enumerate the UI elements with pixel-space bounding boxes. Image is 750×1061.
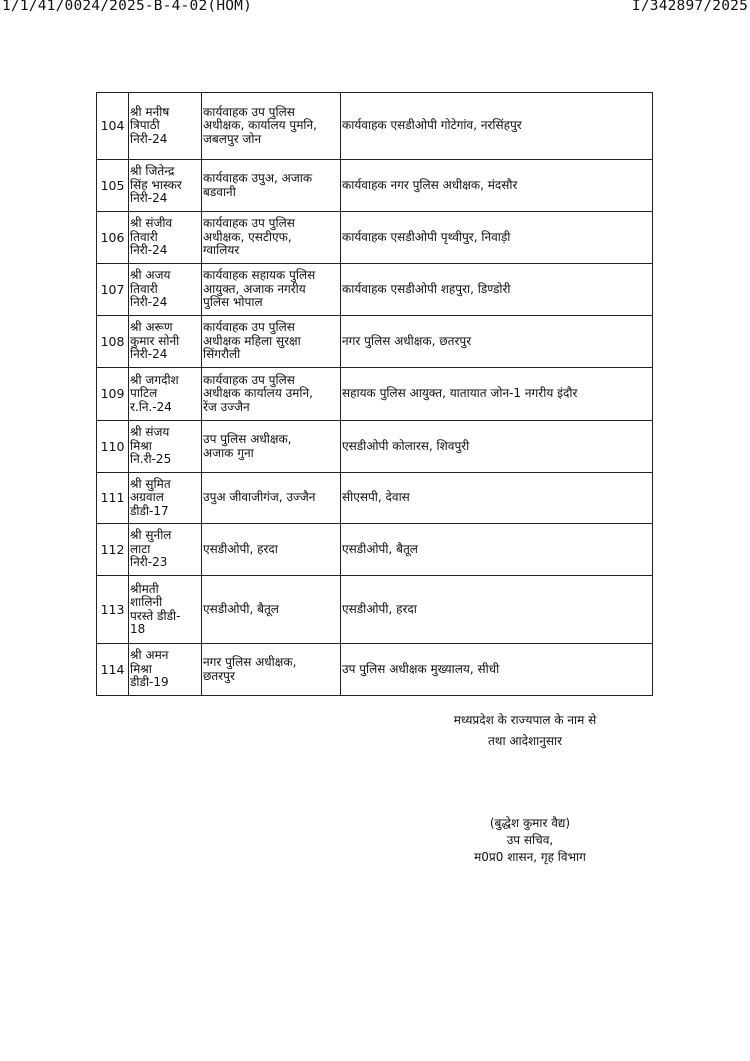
current-posting-cell: कार्यवाहक उपुअ, अजाक बडवानी <box>202 160 341 212</box>
new-posting-cell: एसडीओपी, बैतूल <box>341 524 653 576</box>
serial-number-cell: 106 <box>97 212 129 264</box>
current-posting-cell: एसडीओपी, हरदा <box>202 524 341 576</box>
table-row <box>97 160 653 212</box>
current-posting-cell: कार्यवाहक उप पुलिस अधीक्षक, कार्यालय पुमनि, जबलपुर जोन <box>202 93 341 160</box>
serial-number-cell: 105 <box>97 160 129 212</box>
officer-name-cell: श्री संजीव तिवारी निरी-24 <box>129 212 202 264</box>
new-posting-cell: कार्यवाहक एसडीओपी शहपुरा, डिण्डोरी <box>341 264 653 316</box>
serial-number-cell: 113 <box>97 576 129 644</box>
serial-number-cell: 114 <box>97 644 129 696</box>
serial-number-cell: 109 <box>97 368 129 421</box>
new-posting-cell: कार्यवाहक एसडीओपी पृथ्वीपुर, निवाड़ी <box>341 212 653 264</box>
new-posting-cell: कार्यवाहक नगर पुलिस अधीक्षक, मंदसौर <box>341 160 653 212</box>
current-posting-cell: उप पुलिस अधीक्षक, अजाक गुना <box>202 421 341 473</box>
current-posting-cell: कार्यवाहक उप पुलिस अधीक्षक महिला सुरक्षा सिंगरौली <box>202 316 341 368</box>
transfer-table <box>96 92 653 696</box>
serial-number-cell: 107 <box>97 264 129 316</box>
table-row <box>97 212 653 264</box>
table-row <box>97 368 653 421</box>
officer-name-cell: श्री सुमित अग्रवाल डीडी-17 <box>129 473 202 524</box>
officer-name-cell: श्री जगदीश पाटिल र.नि.-24 <box>129 368 202 421</box>
order-authority-line: मध्यप्रदेश के राज्यपाल के नाम से तथा आदेशानुसार <box>453 713 597 748</box>
current-posting-cell: कार्यवाहक उप पुलिस अधीक्षक कार्यालय उमनि, रेंज उज्जैन <box>202 368 341 421</box>
new-posting-cell: नगर पुलिस अधीक्षक, छतरपुर <box>341 316 653 368</box>
table-row <box>97 93 653 160</box>
officer-name-cell: श्री संजय मिश्रा नि.री-25 <box>129 421 202 473</box>
current-posting-cell: कार्यवाहक सहायक पुलिस आयुक्त, अजाक नगरीय पुलिस भोपाल <box>202 264 341 316</box>
new-posting-cell: सहायक पुलिस आयुक्त, यातायात जोन-1 नगरीय इंदौर <box>341 368 653 421</box>
serial-number-cell: 112 <box>97 524 129 576</box>
signatory-block: (बुद्धेश कुमार वैद्य) उप सचिव, म0प्र0 शासन, गृह विभाग <box>474 816 586 864</box>
officer-name-cell: श्री अजय तिवारी निरी-24 <box>129 264 202 316</box>
serial-number-cell: 110 <box>97 421 129 473</box>
officer-name-cell: श्रीमती शालिनी परस्ते डीडी- 18 <box>129 576 202 644</box>
table-row <box>97 576 653 644</box>
current-posting-cell: उपुअ जीवाजीगंज, उज्जैन <box>202 473 341 524</box>
new-posting-cell: एसडीओपी कोलारस, शिवपुरी <box>341 421 653 473</box>
table-row <box>97 524 653 576</box>
serial-number-cell: 108 <box>97 316 129 368</box>
current-posting-cell: नगर पुलिस अधीक्षक, छतरपुर <box>202 644 341 696</box>
officer-name-cell: श्री अरूण कुमार सोनी निरी-24 <box>129 316 202 368</box>
table-row <box>97 473 653 524</box>
officer-name-cell: श्री सुनील लाटा निरी-23 <box>129 524 202 576</box>
new-posting-cell: कार्यवाहक एसडीओपी गोटेगांव, नरसिंहपुर <box>341 93 653 160</box>
serial-number-cell: 111 <box>97 473 129 524</box>
table-row <box>97 644 653 696</box>
file-number: 1/1/41/0024/2025-B-4-02(HOM) <box>2 0 253 14</box>
transfer-table-body <box>97 93 653 696</box>
current-posting-cell: कार्यवाहक उप पुलिस अधीक्षक, एसटीएफ, ग्वालियर <box>202 212 341 264</box>
officer-name-cell: श्री अमन मिश्रा डीडी-19 <box>129 644 202 696</box>
new-posting-cell: सीएसपी, देवास <box>341 473 653 524</box>
new-posting-cell: एसडीओपी, हरदा <box>341 576 653 644</box>
table-row <box>97 421 653 473</box>
officer-name-cell: श्री जितेन्द्र सिंह भास्कर निरी-24 <box>129 160 202 212</box>
table-row <box>97 264 653 316</box>
new-posting-cell: उप पुलिस अधीक्षक मुख्यालय, सीधी <box>341 644 653 696</box>
current-posting-cell: एसडीओपी, बैतूल <box>202 576 341 644</box>
table-row <box>97 316 653 368</box>
serial-number-cell: 104 <box>97 93 129 160</box>
reference-number: I/342897/2025 <box>631 0 748 14</box>
officer-name-cell: श्री मनीष त्रिपाठी निरी-24 <box>129 93 202 160</box>
